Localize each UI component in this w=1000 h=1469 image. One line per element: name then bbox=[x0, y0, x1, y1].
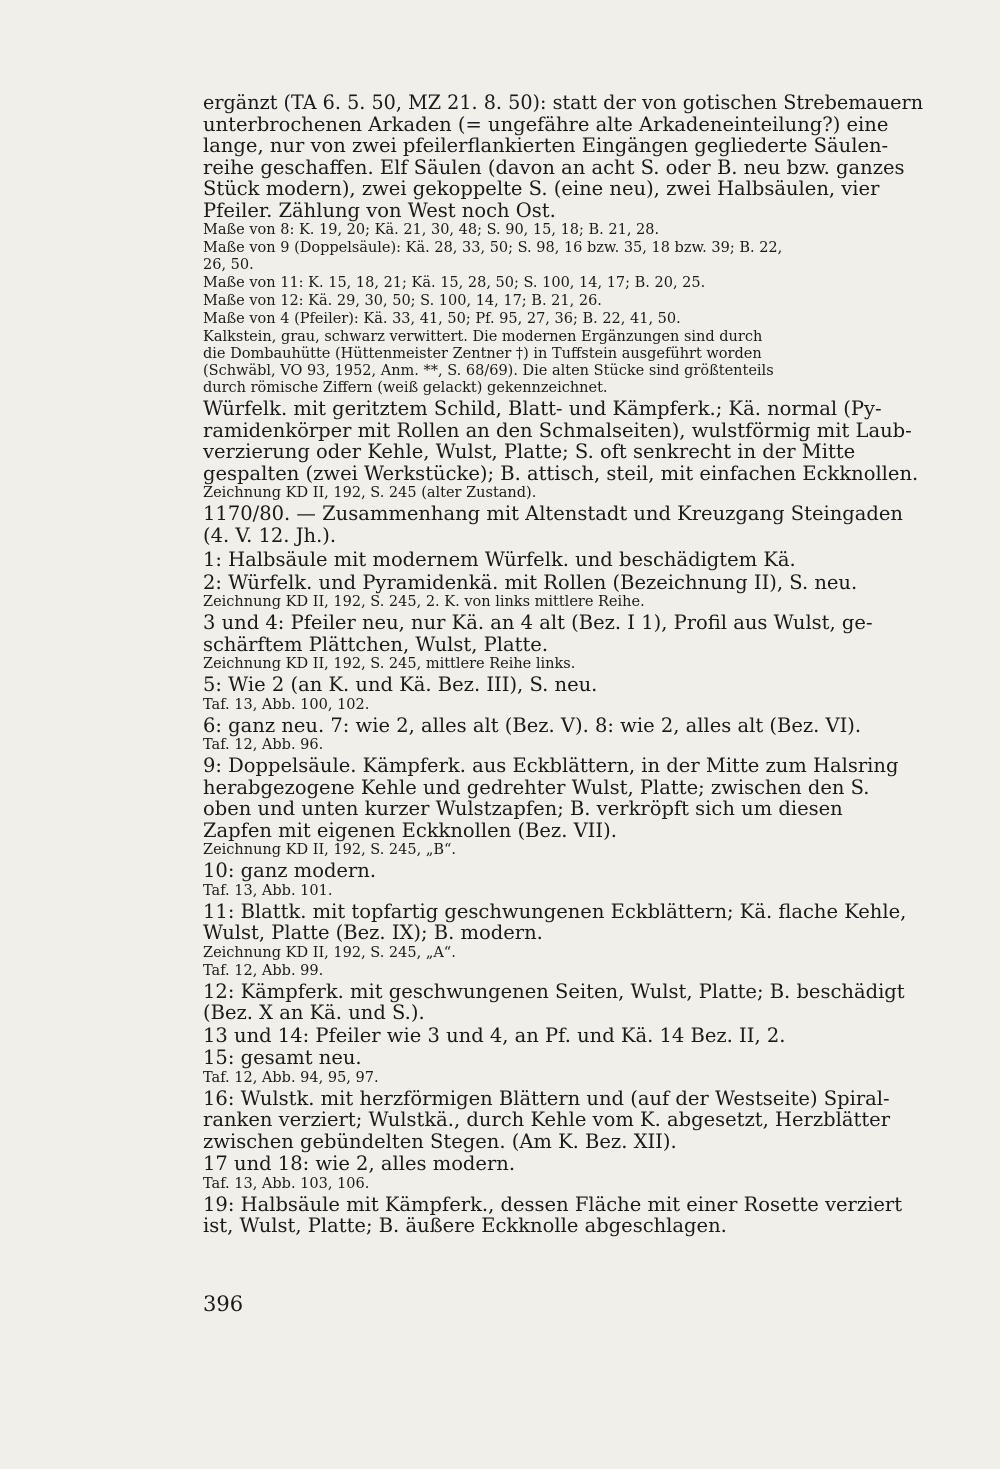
text-line: Wulst, Platte (Bez. IX); B. modern. bbox=[203, 921, 543, 944]
body-paragraph bbox=[203, 715, 923, 737]
text-line: Maße von 11: K. 15, 18, 21; Kä. 15, 28, 50; S. 100, 14, 17; B. 20, 25. bbox=[203, 275, 706, 291]
text-line: Stück modern), zwei gekoppelte S. (eine neu), zwei Halbsäulen, vier bbox=[203, 177, 880, 200]
note-paragraph bbox=[203, 1070, 923, 1087]
note-paragraph bbox=[203, 329, 923, 397]
body-paragraph bbox=[203, 1153, 923, 1175]
text-line: (4. V. 12. Jh.). bbox=[203, 523, 337, 547]
text-line: Taf. 13, Abb. 100, 102. bbox=[203, 696, 370, 713]
note-paragraph bbox=[203, 311, 923, 328]
page-body-text bbox=[203, 92, 923, 1238]
body-paragraph bbox=[203, 1088, 923, 1153]
text-line: Taf. 13, Abb. 101. bbox=[203, 882, 333, 899]
text-line: 11: Blattk. mit topfartig geschwungenen Eckblättern; Kä. flache Kehle, bbox=[203, 899, 907, 923]
text-line: verzierung oder Kehle, Wulst, Platte; S. oft senkrecht in der Mitte bbox=[203, 440, 856, 463]
body-paragraph bbox=[203, 92, 923, 221]
text-line: 19: Halbsäule mit Kämpferk., dessen Fläche mit einer Rosette verziert bbox=[203, 1192, 903, 1216]
note-paragraph bbox=[203, 594, 923, 611]
note-paragraph bbox=[203, 656, 923, 673]
note-paragraph bbox=[203, 963, 923, 980]
text-line: die Dombauhütte (Hüttenmeister Zentner †) in Tuffstein ausgeführt worden bbox=[203, 346, 762, 362]
note-paragraph bbox=[203, 293, 923, 310]
text-line: herabgezogene Kehle und gedrehter Wulst, Platte; zwischen den S. bbox=[203, 775, 870, 799]
text-line: Würfelk. mit geritztem Schild, Blatt- und Kämpferk.; Kä. normal (Py- bbox=[203, 397, 882, 420]
text-line: Zeichnung KD II, 192, S. 245, 2. K. von links mittlere Reihe. bbox=[203, 594, 645, 610]
text-line: Maße von 4 (Pfeiler): Kä. 33, 41, 50; Pf. 95, 27, 36; B. 22, 41, 50. bbox=[203, 311, 681, 327]
text-line: Maße von 12: Kä. 29, 30, 50; S. 100, 14, 17; B. 21, 26. bbox=[203, 293, 602, 309]
body-paragraph bbox=[203, 1047, 923, 1069]
text-line: Maße von 8: K. 19, 20; Kä. 21, 30, 48; S. 90, 15, 18; B. 21, 28. bbox=[203, 222, 660, 238]
text-line: Taf. 12, Abb. 96. bbox=[203, 737, 324, 753]
text-line: Taf. 13, Abb. 103, 106. bbox=[203, 1175, 370, 1192]
text-line: 12: Kämpferk. mit geschwungenen Seiten, Wulst, Platte; B. beschädigt bbox=[203, 979, 905, 1003]
text-line: 10: ganz modern. bbox=[203, 859, 377, 882]
text-line: Pfeiler. Zählung von West noch Ost. bbox=[203, 198, 556, 222]
note-paragraph bbox=[203, 883, 923, 900]
text-line: zwischen gebündelten Stegen. (Am K. Bez. XII). bbox=[203, 1129, 677, 1153]
body-paragraph bbox=[203, 503, 923, 546]
text-line: 6: ganz neu. 7: wie 2, alles alt (Bez. V). 8: wie 2, alles alt (Bez. VI). bbox=[203, 713, 862, 737]
text-line: 9: Doppelsäule. Kämpferk. aus Eckblättern, in der Mitte zum Halsring bbox=[203, 754, 899, 777]
text-line: ranken verziert; Wulstkä., durch Kehle vom K. abgesetzt, Herzblätter bbox=[203, 1108, 891, 1131]
text-line: 5: Wie 2 (an K. und Kä. Bez. III), S. neu. bbox=[203, 673, 598, 696]
text-line: durch römische Ziffern (weiß gelackt) gekennzeichnet. bbox=[203, 380, 608, 396]
text-line: Zeichnung KD II, 192, S. 245, mittlere Reihe links. bbox=[203, 656, 576, 672]
text-line: (Schwäbl, VO 93, 1952, Anm. **, S. 68/69). Die alten Stücke sind größtenteils bbox=[203, 363, 774, 379]
body-paragraph bbox=[203, 860, 923, 882]
text-line: Zeichnung KD II, 192, S. 245 (alter Zustand). bbox=[203, 485, 537, 501]
note-paragraph bbox=[203, 240, 923, 274]
text-line: ergänzt (TA 6. 5. 50, MZ 21. 8. 50): statt der von gotischen Strebemauern bbox=[203, 91, 924, 114]
text-line: 26, 50. bbox=[203, 257, 254, 273]
text-line: Zeichnung KD II, 192, S. 245, „B“. bbox=[203, 842, 457, 858]
note-paragraph bbox=[203, 945, 923, 962]
note-paragraph bbox=[203, 485, 923, 502]
text-line: 13 und 14: Pfeiler wie 3 und 4, an Pf. und Kä. 14 Bez. II, 2. bbox=[203, 1023, 786, 1047]
text-line: Maße von 9 (Doppelsäule): Kä. 28, 33, 50; S. 98, 16 bzw. 35, 18 bzw. 39; B. 22, bbox=[203, 240, 783, 256]
text-line: 17 und 18: wie 2, alles modern. bbox=[203, 1152, 516, 1175]
body-paragraph bbox=[203, 572, 923, 594]
body-paragraph bbox=[203, 901, 923, 944]
text-line: Zapfen mit eigenen Eckknollen (Bez. VII). bbox=[203, 818, 617, 842]
note-paragraph bbox=[203, 842, 923, 859]
text-line: 2: Würfelk. und Pyramidenkä. mit Rollen (Bezeichnung II), S. neu. bbox=[203, 570, 858, 594]
body-paragraph bbox=[203, 549, 923, 571]
text-line: 16: Wulstk. mit herzförmigen Blättern und (auf der Westseite) Spiral- bbox=[203, 1086, 890, 1110]
text-line: (Bez. X an Kä. und S.). bbox=[203, 1001, 425, 1024]
note-paragraph bbox=[203, 697, 923, 714]
text-line: 15: gesamt neu. bbox=[203, 1046, 362, 1069]
text-line: ist, Wulst, Platte; B. äußere Eckknolle abgeschlagen. bbox=[203, 1214, 727, 1237]
text-line: lange, nur von zwei pfeilerflankierten Eingängen gegliederte Säulen- bbox=[203, 134, 889, 157]
text-line: 1170/80. — Zusammenhang mit Altenstadt und Kreuzgang Steingaden bbox=[203, 502, 903, 525]
note-paragraph bbox=[203, 1176, 923, 1193]
note-paragraph bbox=[203, 222, 923, 239]
body-paragraph bbox=[203, 1194, 923, 1237]
text-line: Taf. 12, Abb. 99. bbox=[203, 962, 324, 979]
page-number: 396 bbox=[203, 1292, 244, 1316]
body-paragraph bbox=[203, 612, 923, 655]
body-paragraph bbox=[203, 1025, 923, 1047]
note-paragraph bbox=[203, 275, 923, 292]
text-line: ramidenkörper mit Rollen an den Schmalseiten), wulstförmig mit Laub- bbox=[203, 418, 912, 442]
body-paragraph bbox=[203, 755, 923, 841]
text-line: Zeichnung KD II, 192, S. 245, „A“. bbox=[203, 944, 456, 961]
text-line: 1: Halbsäule mit modernem Würfelk. und beschädigtem Kä. bbox=[203, 548, 796, 571]
body-paragraph bbox=[203, 398, 923, 484]
body-paragraph bbox=[203, 981, 923, 1024]
text-line: gespalten (zwei Werkstücke); B. attisch, steil, mit einfachen Eckknollen. bbox=[203, 461, 919, 485]
text-line: reihe geschaffen. Elf Säulen (davon an acht S. oder B. neu bzw. ganzes bbox=[203, 155, 905, 179]
note-paragraph bbox=[203, 737, 923, 754]
text-line: unterbrochenen Arkaden (= ungefähre alte Arkadeneinteilung?) eine bbox=[203, 112, 889, 136]
text-line: Kalkstein, grau, schwarz verwittert. Die modernen Ergänzungen sind durch bbox=[203, 329, 763, 345]
body-paragraph bbox=[203, 674, 923, 696]
text-line: Taf. 12, Abb. 94, 95, 97. bbox=[203, 1069, 379, 1086]
text-line: 3 und 4: Pfeiler neu, nur Kä. an 4 alt (Bez. I 1), Profil aus Wulst, ge- bbox=[203, 611, 873, 634]
text-line: schärftem Plättchen, Wulst, Platte. bbox=[203, 632, 549, 656]
text-line: oben und unten kurzer Wulstzapfen; B. verkröpft sich um diesen bbox=[203, 797, 843, 820]
